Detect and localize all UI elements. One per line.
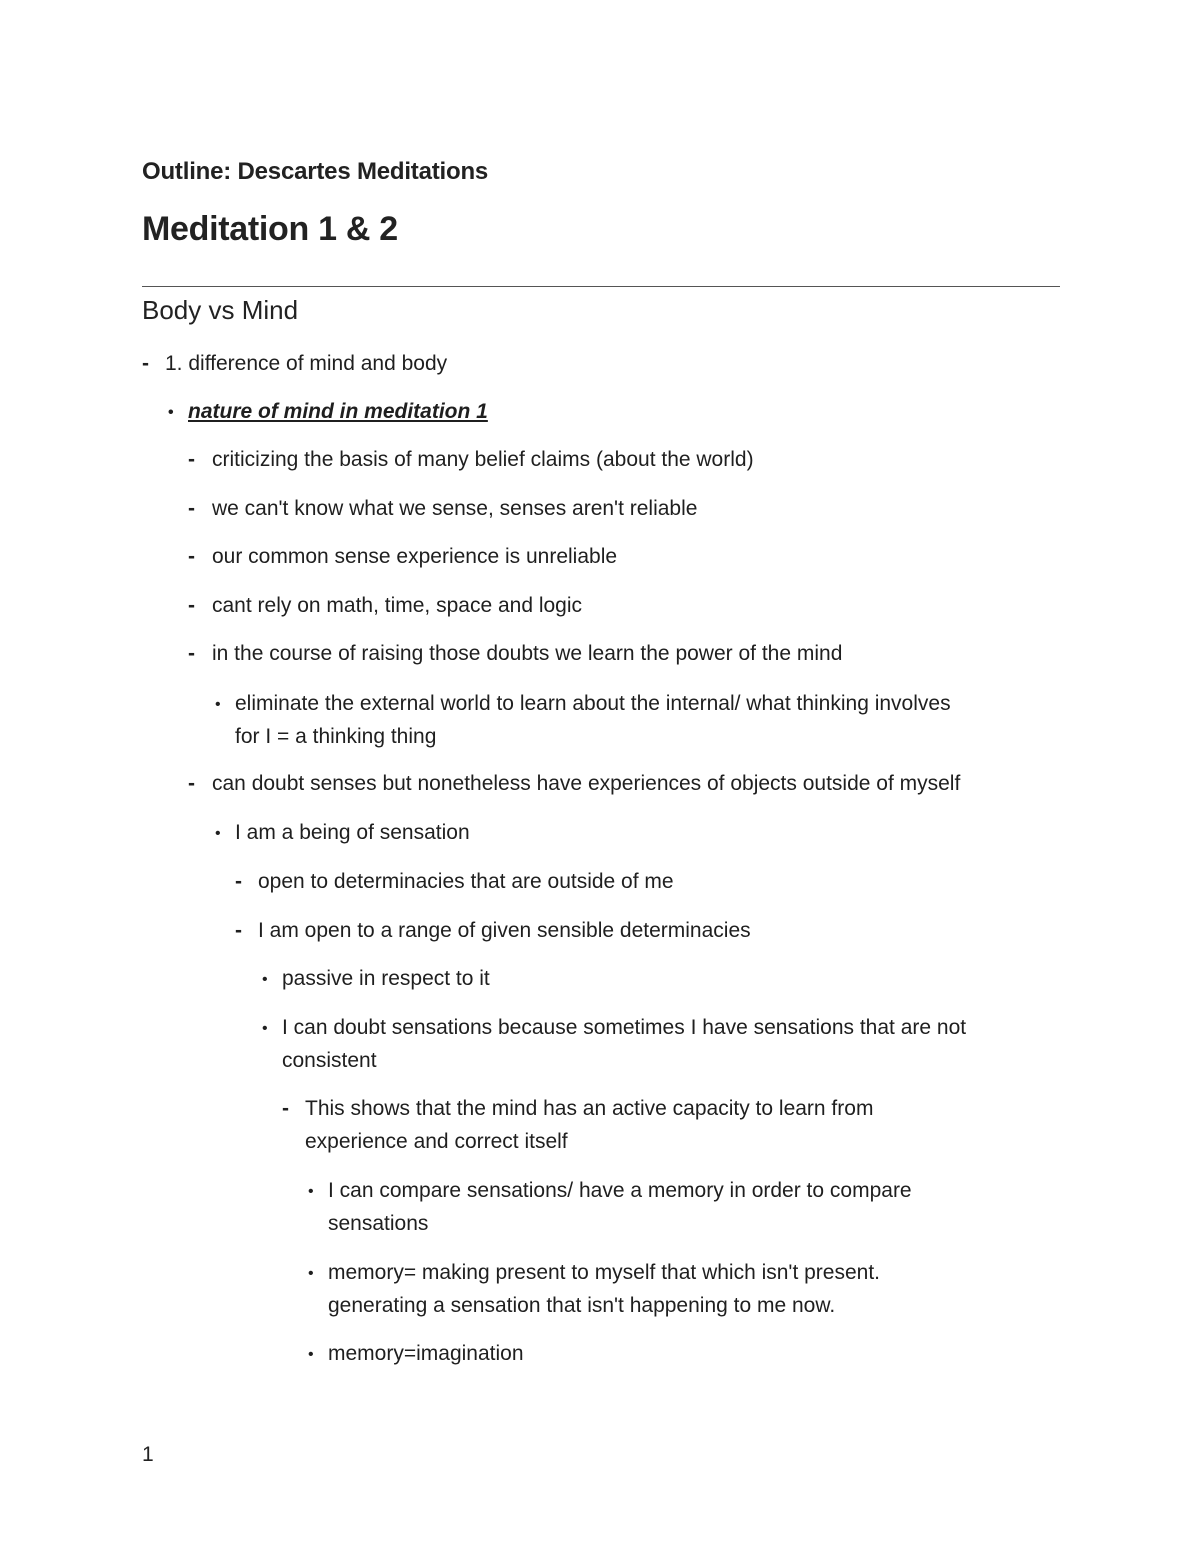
dash-marker: - — [188, 642, 195, 665]
bullet-marker: • — [308, 1183, 314, 1200]
bullet-marker: • — [262, 971, 268, 988]
document-title: Outline: Descartes Meditations — [142, 158, 489, 185]
outline-item: - 1. difference of mind and body — [165, 347, 447, 380]
outline-item: - criticizing the basis of many belief claims (about the world) — [212, 443, 754, 476]
outline-item: • I can compare sensations/ have a memory in order to compare sensations — [328, 1174, 912, 1240]
outline-item: - cant rely on math, time, space and logic — [212, 589, 582, 622]
section-heading: Meditation 1 & 2 — [142, 210, 398, 248]
dash-marker: - — [235, 870, 242, 893]
outline-item: • I am a being of sensation — [235, 816, 470, 849]
bullet-marker: • — [308, 1265, 314, 1282]
outline-item: - in the course of raising those doubts we learn the power of the mind — [212, 637, 842, 670]
outline-item: - can doubt senses but nonetheless have experiences of objects outside of myself — [212, 767, 960, 800]
bullet-marker: • — [308, 1346, 314, 1363]
dash-marker: - — [142, 352, 149, 375]
outline-item: - I am open to a range of given sensible determinacies — [258, 914, 751, 947]
outline-item: • nature of mind in meditation 1 — [188, 395, 488, 428]
outline-item: - open to determinacies that are outside of me — [258, 865, 674, 898]
dash-marker: - — [188, 772, 195, 795]
outline-item: • memory= making present to myself that which isn't present. generating a sensation that isn't happening to me now. — [328, 1256, 880, 1322]
outline-item: - This shows that the mind has an active capacity to learn from experience and correct itself — [305, 1092, 873, 1158]
outline-item: - we can't know what we sense, senses aren't reliable — [212, 492, 697, 525]
outline-item: - our common sense experience is unreliable — [212, 540, 617, 573]
dash-marker: - — [282, 1097, 289, 1120]
bullet-marker: • — [262, 1020, 268, 1037]
dash-marker: - — [235, 919, 242, 942]
dash-marker: - — [188, 497, 195, 520]
horizontal-divider — [142, 286, 1060, 287]
dash-marker: - — [188, 545, 195, 568]
bullet-marker: • — [215, 696, 221, 713]
bullet-marker: • — [215, 825, 221, 842]
dash-marker: - — [188, 448, 195, 471]
outline-item: • passive in respect to it — [282, 962, 490, 995]
bullet-marker: • — [168, 404, 174, 421]
outline-item: • memory=imagination — [328, 1337, 524, 1370]
outline-item: • eliminate the external world to learn about the internal/ what thinking involves for I = a thinking thing — [235, 687, 951, 753]
sub-heading: Body vs Mind — [142, 295, 299, 325]
dash-marker: - — [188, 594, 195, 617]
outline-item: • I can doubt sensations because sometimes I have sensations that are not consistent — [282, 1011, 966, 1077]
page-number: 1 — [142, 1443, 154, 1466]
